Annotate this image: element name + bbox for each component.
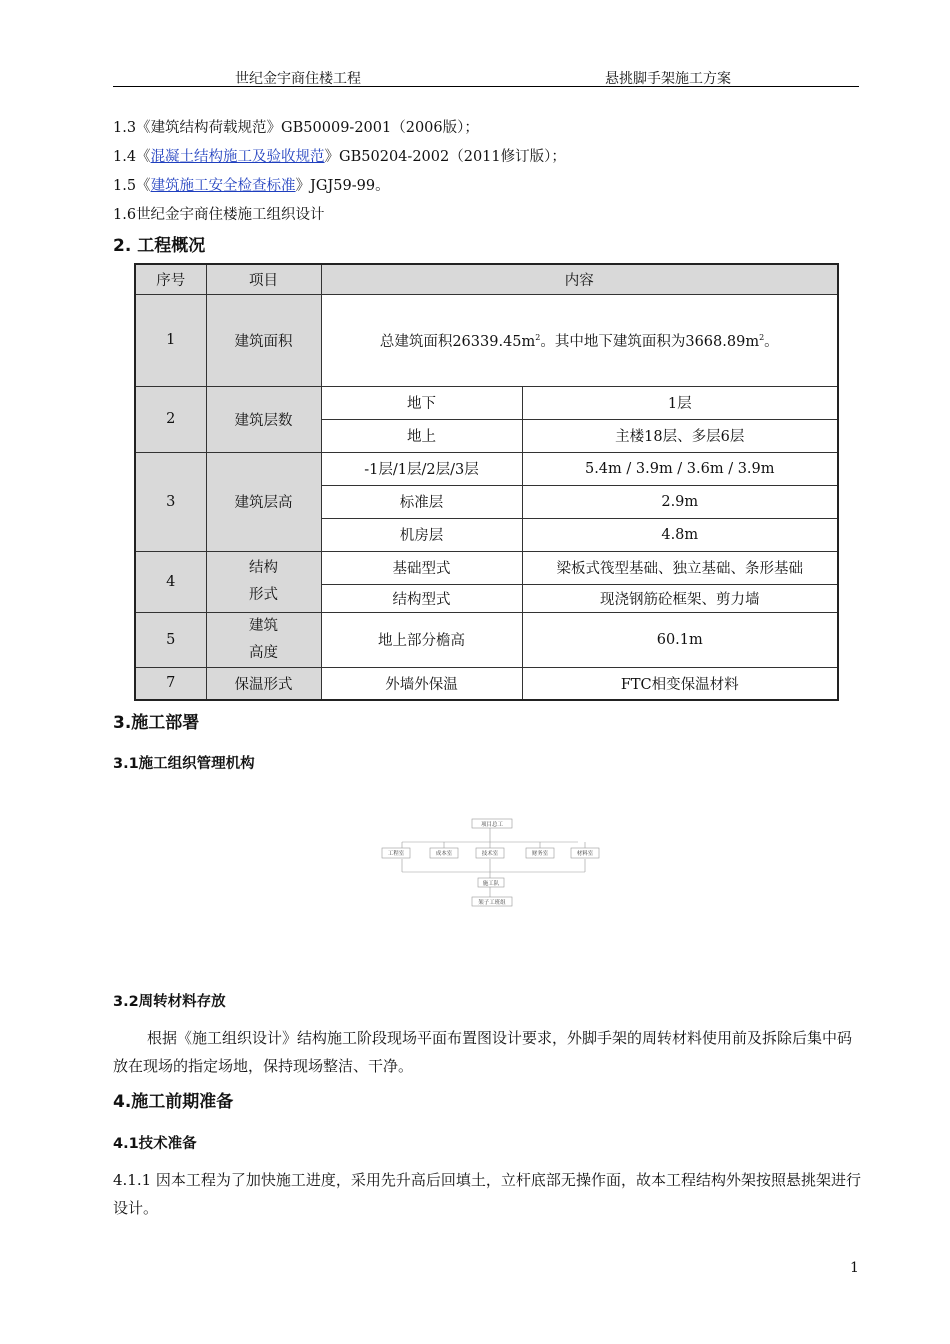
header-project-name: 世纪金宇商住楼工程 <box>235 71 361 87</box>
header-cell-item: 项目 <box>206 264 321 294</box>
reference-item-1-5: 1.5《建筑施工安全检查标准》JGJ59-99。 <box>113 178 390 194</box>
reference-item-1-4: 1.4《混凝土结构施工及验收规范》GB50204-2002（2011修订版）； <box>113 149 566 165</box>
table-row: 5 建筑 高度 地上部分檐高 60.1m <box>135 612 838 667</box>
area-content: 总建筑面积$26339.45m^2$。其中地下建筑面积为$3668.89m^2$。 <box>321 294 838 386</box>
table-row: 2 建筑层数 地下 1层 <box>135 386 838 419</box>
reference-item-1-6: 1.6世纪金宇商住楼施工组织设计 <box>113 207 325 223</box>
table-row: 地上 主楼18层、多层6层 <box>135 419 838 452</box>
reference-link-safety-standard[interactable]: 建筑施工安全检查标准 <box>150 178 296 194</box>
section-3-2-title: 3.2周转材料存放 <box>113 994 226 1010</box>
section-4-title: 4.施工前期准备 <box>113 1092 234 1112</box>
table-row: 7 保温形式 外墙外保温 FTC相变保温材料 <box>135 667 838 700</box>
org-node-scaffold-group: 架子工班组 <box>478 900 506 906</box>
table-header-row <box>135 264 838 294</box>
org-node-dept: 成本室 <box>435 851 453 857</box>
section-3-1-title: 3.1施工组织管理机构 <box>113 756 255 772</box>
header-cell-content: 内容 <box>321 264 838 294</box>
header-divider <box>113 86 859 87</box>
table-row: 标准层 2.9m <box>135 485 838 518</box>
reference-link-concrete-code[interactable]: 混凝土结构施工及验收规范 <box>150 149 325 165</box>
table-row: 机房层 4.8m <box>135 518 838 551</box>
page-number: 1 <box>850 1260 859 1276</box>
section-3-2-paragraph: 根据《施工组织设计》结构施工阶段现场平面布置图设计要求，外脚手架的周转材料使用前及拆除后集中码放在现场的指定场地，保持现场整洁、干净。 <box>113 1029 853 1075</box>
section-3-title: 3.施工部署 <box>113 713 200 733</box>
org-node-chief-engineer: 项目总工 <box>480 822 504 828</box>
table-row: 结构型式 现浇钢筋砼框架、剪力墙 <box>135 584 838 612</box>
org-node-dept: 材料室 <box>576 851 594 857</box>
table-row: 3 建筑层高 -1层/1层/2层/3层 5.4m / 3.9m / 3.6m / 3.9m <box>135 452 838 485</box>
org-node-dept: 财务室 <box>531 851 549 857</box>
header-cell-no: 序号 <box>135 264 206 294</box>
section-2-title: 2. 工程概况 <box>113 236 206 256</box>
section-4-1-1-paragraph: 4.1.1 因本工程为了加快施工进度，采用先升高后回填土，立杆底部无操作面，故本工程结构外架按照悬挑架进行设计。 <box>113 1171 861 1217</box>
project-overview-table <box>134 263 839 701</box>
section-4-1-title: 4.1技术准备 <box>113 1136 197 1152</box>
org-chart <box>370 812 610 912</box>
org-node-dept: 工程室 <box>387 851 405 857</box>
org-node-dept: 技术室 <box>481 851 499 857</box>
reference-item-1-3: 1.3《建筑结构荷载规范》GB50009-2001（2006版）； <box>113 120 479 136</box>
header-doc-title: 悬挑脚手架施工方案 <box>605 71 731 87</box>
table-row: 1 建筑面积 总建筑面积$26339.45m^2$。其中地下建筑面积为$3668.89m^2$。 <box>135 294 838 386</box>
table-row: 4 结构 形式 基础型式 梁板式筏型基础、独立基础、条形基础 <box>135 551 838 584</box>
org-node-team: 施工队 <box>482 881 500 887</box>
